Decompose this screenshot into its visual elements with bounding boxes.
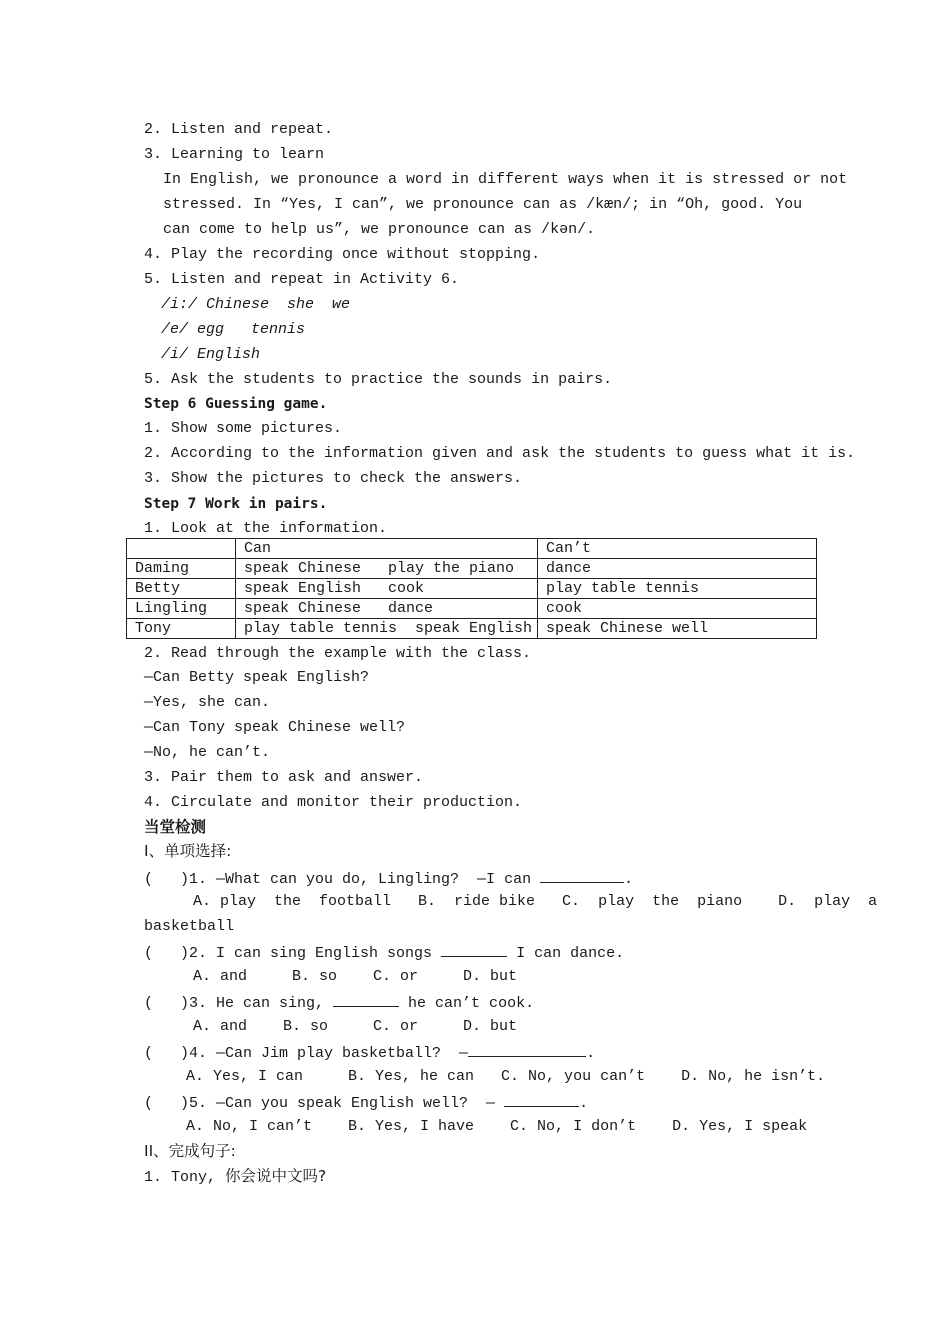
question-number: ( )3. [144, 995, 217, 1012]
part2-title: II、完成句子: [144, 1142, 236, 1160]
question-5 [144, 1092, 588, 1114]
table-header-cell [127, 539, 236, 559]
question-options: A. play the football B. ride bike C. play the piano D. play a [193, 893, 878, 910]
question-end: . [624, 871, 634, 888]
phonetic-sound-line: /e/ egg tennis [161, 321, 306, 338]
table-cell: Lingling [127, 599, 236, 619]
table-cell: speak English cook [236, 579, 538, 599]
table-cell: speak Chinese dance [236, 599, 538, 619]
dialogue-line: —Can Tony speak Chinese well? [144, 719, 406, 736]
dialogue-line: —No, he can’t. [144, 744, 271, 761]
question-number: ( )5. [144, 1095, 217, 1112]
procedure-line: 5. Ask the students to practice the sounds in pairs. [144, 371, 613, 388]
question-number: ( )2. [144, 945, 217, 962]
question-text: —Can Jim play basketball? — [216, 1045, 469, 1062]
procedure-line: 2. Listen and repeat. [144, 121, 334, 138]
question-number: ( )4. [144, 1045, 217, 1062]
table-row [127, 579, 817, 599]
question-number: ( )1. [144, 871, 217, 888]
ability-table [126, 538, 817, 639]
table-cell: Tony [127, 619, 236, 639]
table-cell: speak Chinese play the piano [236, 559, 538, 579]
question-options: A. Yes, I can B. Yes, he can C. No, you can’t D. No, he isn’t. [186, 1068, 826, 1085]
step7-title: Step 7 Work in pairs. [144, 496, 328, 512]
phonetic-sound-line: /i:/ Chinese she we [161, 296, 351, 313]
step6-item: 2. According to the information given and ask the students to guess what it is. [144, 445, 856, 462]
table-cell: speak Chinese well [538, 619, 817, 639]
sentence-chinese: 你会说中文吗? [225, 1167, 327, 1185]
table-row [127, 619, 817, 639]
question-options: A. No, I can’t B. Yes, I have C. No, I don’t D. Yes, I speak [186, 1118, 808, 1135]
dialogue-line: —Yes, she can. [144, 694, 271, 711]
step6-item: 1. Show some pictures. [144, 420, 343, 437]
question-options: A. and B. so C. or D. but [193, 968, 518, 985]
answer-blank [333, 992, 399, 1007]
question-end: . [586, 1045, 596, 1062]
table-row [127, 599, 817, 619]
table-header-cell: Can [236, 539, 538, 559]
question-3 [144, 992, 534, 1014]
dialogue-line: —Can Betty speak English? [144, 669, 370, 686]
answer-blank [504, 1092, 579, 1107]
question-4 [144, 1042, 595, 1064]
test-title: 当堂检测 [144, 818, 207, 836]
learning-tip-line: In English, we pronounce a word in different ways when it is stressed or not [163, 171, 848, 188]
answer-blank [468, 1042, 586, 1057]
step7-item: 4. Circulate and monitor their production. [144, 794, 523, 811]
table-cell: cook [538, 599, 817, 619]
table-cell: play table tennis [538, 579, 817, 599]
table-row [127, 559, 817, 579]
question-text: He can sing, [216, 995, 334, 1012]
question-options: A. and B. so C. or D. but [193, 1018, 518, 1035]
question-end: I can dance. [507, 945, 625, 962]
table-cell: dance [538, 559, 817, 579]
question-end: . [579, 1095, 589, 1112]
sentence-number: 1. Tony, [144, 1169, 226, 1186]
step7-item: 3. Pair them to ask and answer. [144, 769, 424, 786]
answer-blank [441, 942, 507, 957]
table-header-cell: Can’t [538, 539, 817, 559]
phonetic-sound-line: /i/ English [161, 346, 261, 363]
learning-tip-line: can come to help us”, we pronounce can as /kən/. [163, 221, 596, 238]
question-1 [144, 868, 633, 890]
question-end: he can’t cook. [399, 995, 535, 1012]
procedure-line: 5. Listen and repeat in Activity 6. [144, 271, 460, 288]
question-text: I can sing English songs [216, 945, 442, 962]
question-text: —Can you speak English well? — [216, 1095, 505, 1112]
question-text: —What can you do, Lingling? —I can [216, 871, 541, 888]
table-header-row [127, 539, 817, 559]
sentence-1 [144, 1166, 326, 1188]
question-2 [144, 942, 624, 964]
table-cell: Daming [127, 559, 236, 579]
step7-item: 2. Read through the example with the class. [144, 645, 532, 662]
table-cell: Betty [127, 579, 236, 599]
step6-item: 3. Show the pictures to check the answers. [144, 470, 523, 487]
procedure-line: 3. Learning to learn [144, 146, 325, 163]
table-cell: play table tennis speak English [236, 619, 538, 639]
step7-intro: 1. Look at the information. [144, 520, 388, 537]
learning-tip-line: stressed. In “Yes, I can”, we pronounce can as /kæn/; in “Oh, good. You [163, 196, 803, 213]
question-options-cont: basketball [144, 918, 235, 935]
part1-title: I、单项选择: [144, 842, 232, 860]
step6-title: Step 6 Guessing game. [144, 396, 328, 412]
procedure-line: 4. Play the recording once without stopping. [144, 246, 541, 263]
answer-blank [540, 868, 624, 883]
